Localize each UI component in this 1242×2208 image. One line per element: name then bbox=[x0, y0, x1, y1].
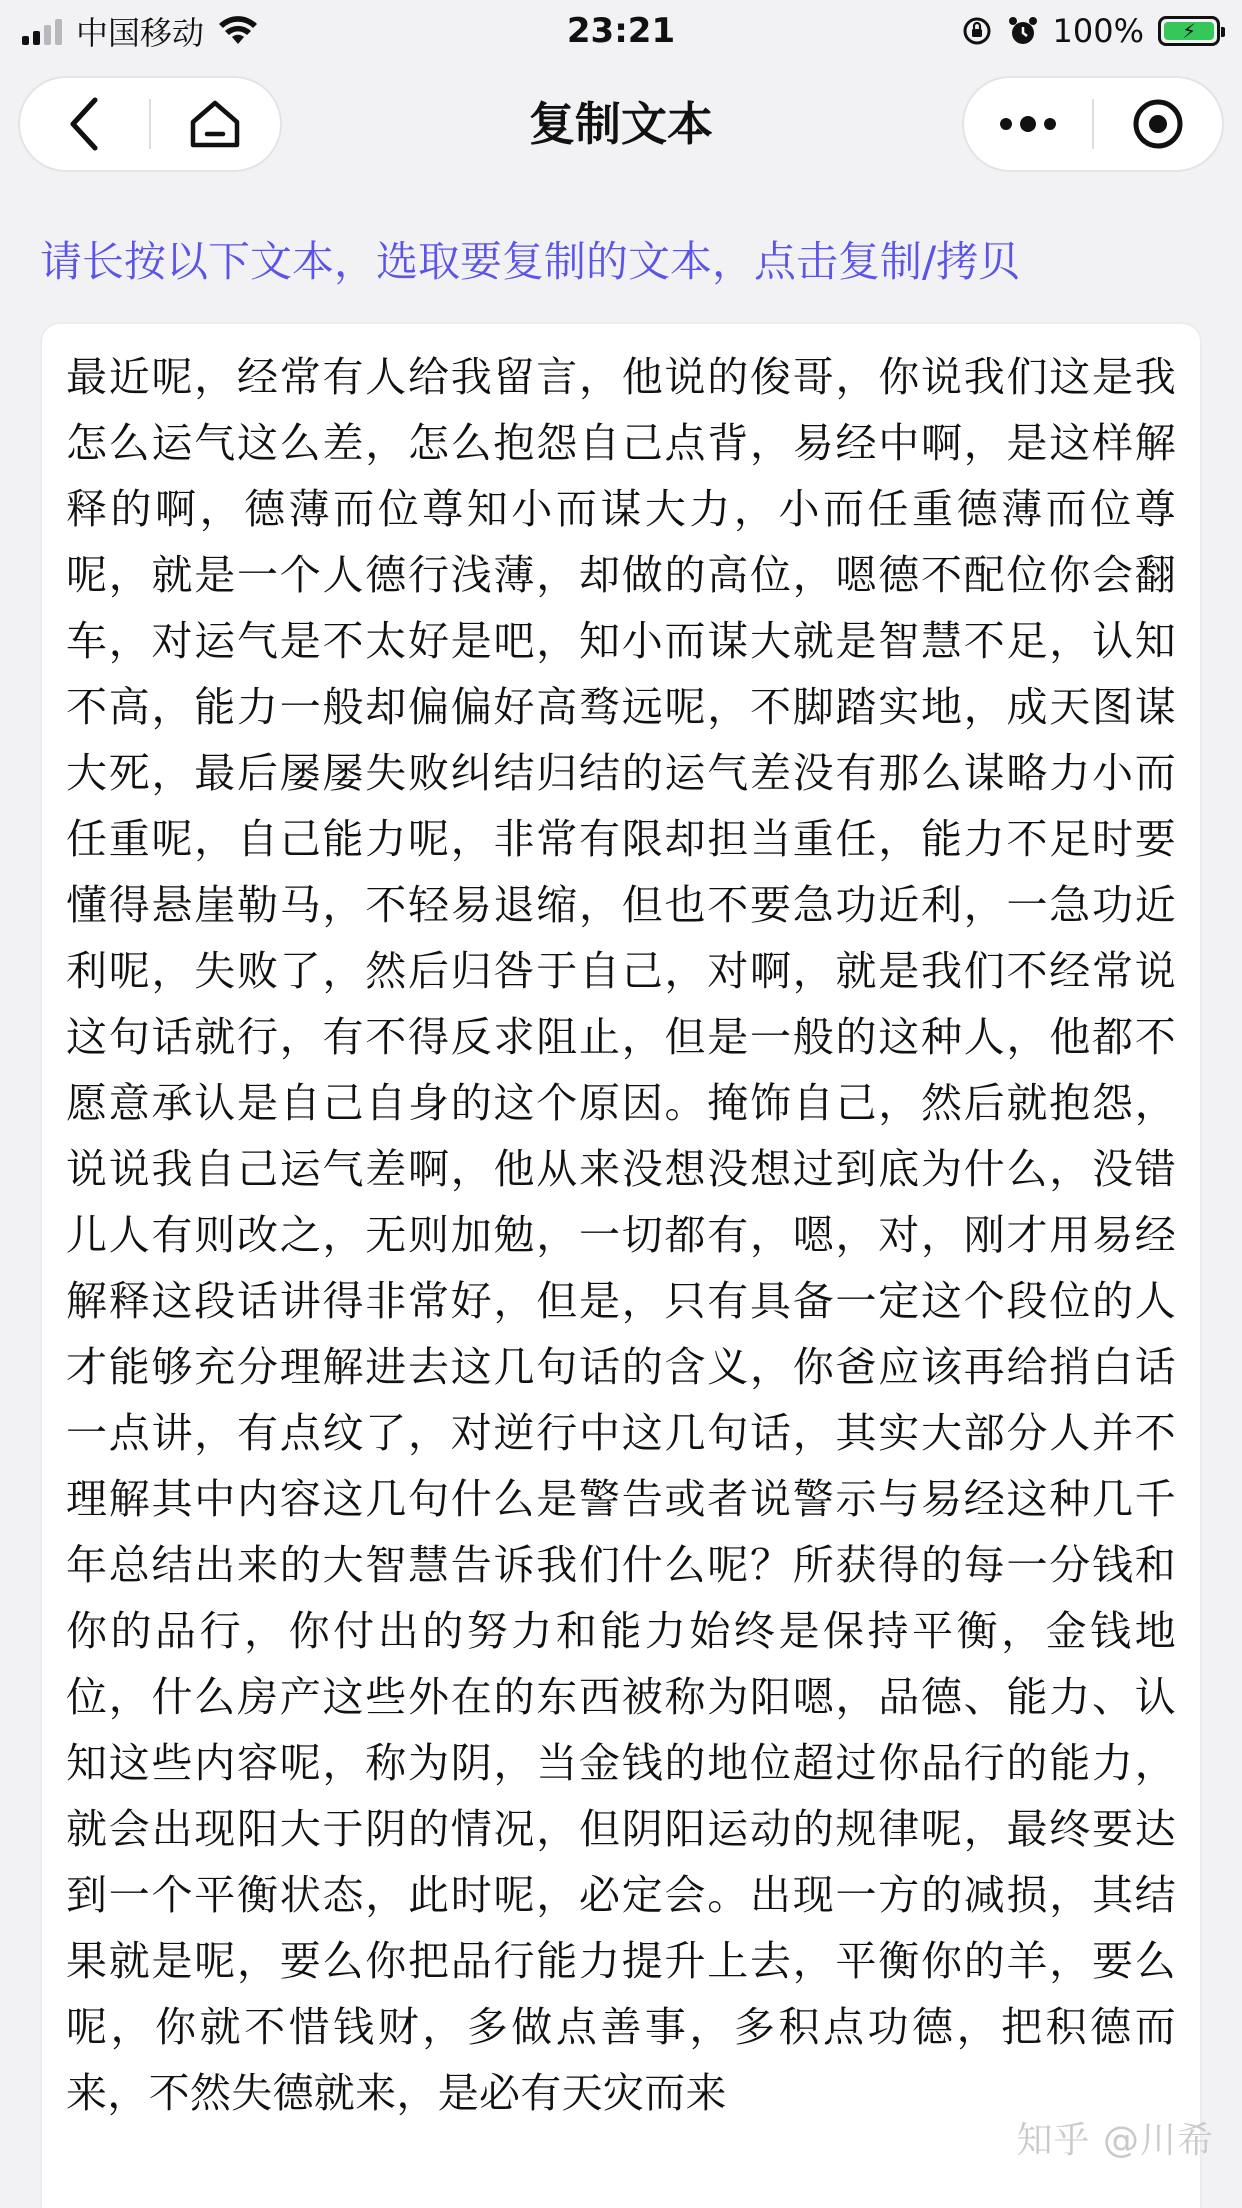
close-miniprogram-button[interactable] bbox=[1094, 78, 1222, 170]
nav-capsule-right bbox=[962, 76, 1224, 172]
target-circle-icon bbox=[1131, 97, 1185, 151]
home-button[interactable] bbox=[151, 78, 280, 170]
page-title: 复制文本 bbox=[529, 97, 713, 151]
watermark: 知乎 @川希 bbox=[1016, 2120, 1214, 2161]
status-bar bbox=[0, 0, 1242, 62]
more-button[interactable] bbox=[964, 78, 1092, 170]
status-right bbox=[961, 12, 1220, 50]
home-icon bbox=[188, 98, 242, 150]
nav-bar bbox=[0, 76, 1242, 176]
alarm-icon bbox=[1007, 15, 1039, 47]
battery-icon: ⚡ bbox=[1158, 16, 1220, 46]
back-arrow-icon bbox=[65, 96, 105, 152]
copy-instruction: 请长按以下文本，选取要复制的文本，点击复制/拷贝 bbox=[40, 237, 1021, 286]
copyable-text-card[interactable] bbox=[40, 322, 1202, 2208]
more-dots-icon bbox=[998, 114, 1058, 134]
wifi-icon bbox=[218, 16, 258, 46]
copyable-text[interactable]: 最近呢，经常有人给我留言，他说的俊哥，你说我们这是我怎么运气这么差，怎么抱怨自己点背，易经中啊，是这样解释的啊，德薄而位尊知小而谋大力，小而任重德薄而位尊呢，就是一个人德行浅薄，却做的高位，嗯德不配位你会翻车，对运气是不太好是吧，知小而谋大就是智慧不足，认知不高，能力一般却偏偏好高骛远呢，不脚踏实地，成天图谋大死，最后屡屡失败纠结归结的运气差没有那么谋略力小而任重呢，自己能力呢，非常有限却担当重任，能力不足时要懂得悬崖勒马，不轻易退缩，但也不要急功近利，一急功近利呢，失败了，然后归咎于自己，对啊，就是我们不经常说这句话就行，有不得反求阻止，但是一般的这种人，他都不愿意承认是自己自身的这个原因。掩饰自己，然后就抱怨，说说我自己运气差啊，他从来没想没想过到底为什么，没错儿人有则改之，无则加勉，一切都有，嗯，对，刚才用易经解释这段话讲得非常好，但是，只有具备一定这个段位的人才能够充分理解进去这几句话的含义，你爸应该再给捎白话一点讲，有点纹了，对逆行中这几句话，其实大部分人并不理解其中内容这几句什么是警告或者说警示与易经这种几千年总结出来的大智慧告诉我们什么呢？所获得的每一分钱和你的品行，你付出的努力和能力始终是保持平衡，金钱地位，什么房产这些外在的东西被称为阳嗯，品德、能力、认知这些内容呢，称为阴，当金钱的地位超过你品行的能力，就会出现阳大于阴的情况，但阴阳运动的规律呢，最终要达到一个平衡状态，此时呢，必定会。出现一方的减损，其结果就是呢，要么你把品行能力提升上去，平衡你的羊，要么呢，你就不惜钱财，多做点善事，多积点功德，把积德而来，不然失德就来，是必有天灾而来 bbox=[66, 353, 1176, 2117]
status-time: 23:21 bbox=[566, 11, 676, 51]
signal-icon bbox=[22, 17, 62, 45]
battery-percent: 100% bbox=[1052, 12, 1144, 50]
rotation-lock-icon bbox=[961, 15, 993, 47]
back-button[interactable] bbox=[20, 78, 149, 170]
nav-capsule-left bbox=[18, 76, 282, 172]
carrier-label: 中国移动 bbox=[76, 14, 205, 52]
status-left bbox=[22, 8, 258, 54]
